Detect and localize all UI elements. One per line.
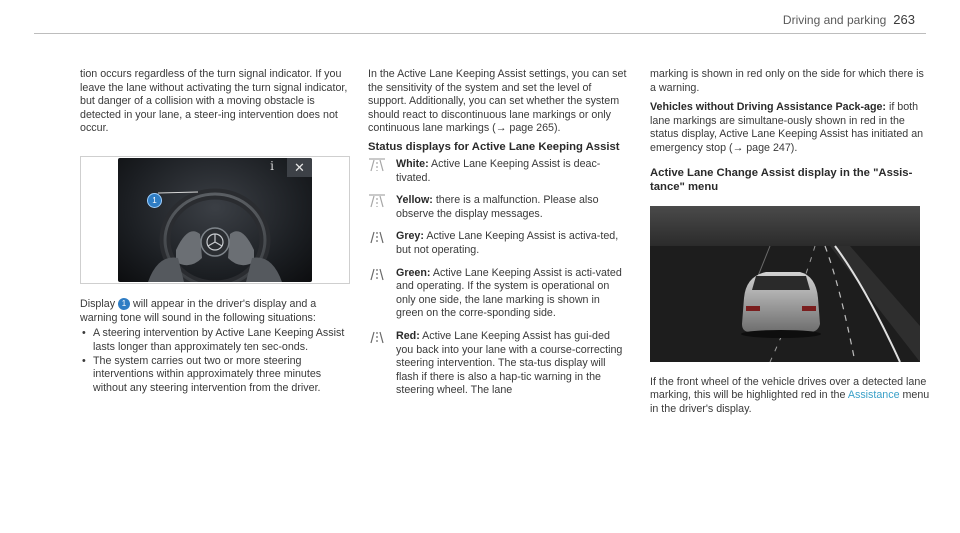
page-header — [783, 12, 915, 27]
list-item: • A steering intervention by Active Lane Keeping Assist lasts longer than approximately ten sec-onds. — [80, 327, 352, 354]
highlight-post-text: menu in the driver's display. — [650, 389, 930, 415]
column-1 — [80, 68, 352, 395]
car-road-image — [650, 206, 920, 362]
status-label: White: — [396, 157, 429, 170]
paragraph-display — [80, 298, 352, 325]
column-2 — [368, 68, 630, 398]
lane-keeping-icon — [368, 194, 396, 221]
status-list — [368, 158, 630, 398]
close-icon: ✕ — [287, 158, 312, 177]
highlight-pre-text: If the front wheel of the vehicle drives over a detected lane marking, this will be highlighted red in the — [650, 375, 927, 402]
vehicles-text: if both lane markings are simultane-ously shown in red in the status display, Active Lane Keeping Assist has initiated an emergency stop (→ page 247). — [650, 101, 924, 154]
status-text: there is a malfunction. Please also observe the display messages. — [396, 194, 599, 220]
status-item-red — [368, 330, 630, 398]
lane-keeping-icon — [368, 230, 396, 257]
paragraph-vehicles — [650, 101, 932, 155]
column-3 — [650, 68, 932, 416]
lane-keeping-icon — [368, 330, 396, 398]
paragraph-marking: marking is shown in red only on the side for which there is a warning. — [650, 68, 924, 94]
assistance-menu-link[interactable]: Assistance — [847, 389, 900, 402]
callout-1-badge: 1 — [118, 298, 130, 310]
lane-keeping-icon-svg — [368, 158, 386, 172]
lane-keeping-icon — [368, 158, 396, 185]
status-item-grey — [368, 230, 630, 257]
page-number: 263 — [893, 12, 915, 27]
callout-1-marker: 1 — [147, 193, 162, 208]
paragraph-intro: tion occurs regardless of the turn signal indicator. If you leave the lane without activating the turn signal indicator, but danger of a collision with a moving obstacle is detected in your lane, a steer-ing intervention does not occur. — [80, 68, 348, 135]
heading-status-displays: Status displays for Active Lane Keeping Assist — [368, 140, 620, 153]
status-item-green — [368, 267, 630, 321]
status-text: Active Lane Keeping Assist is activa-ted, but not operating. — [396, 230, 619, 256]
status-item-white — [368, 158, 630, 185]
steering-wheel-hands-icon — [118, 158, 312, 282]
vehicles-label: Vehicles without Driving Assistance Pack-age: — [650, 101, 886, 114]
header-divider — [34, 33, 926, 34]
status-text: Active Lane Keeping Assist is deac-tivated. — [396, 157, 601, 184]
driver-display-illustration — [118, 158, 312, 282]
status-label: Green: — [396, 266, 431, 279]
display-post-text: will appear in the driver's display and a warning tone will sound in the following situations: — [80, 298, 317, 324]
status-item-yellow — [368, 194, 630, 221]
status-label: Yellow: — [396, 194, 433, 207]
lane-keeping-icon — [368, 267, 396, 321]
list-item: • The system carries out two or more steering interventions within approximately three minutes without any steering intervention from the driver. — [80, 355, 352, 396]
paragraph-highlight — [650, 376, 932, 417]
info-icon: i — [270, 158, 274, 173]
car-on-road-photo — [650, 206, 920, 362]
heading-lane-change-assist: Active Lane Change Assist display in the "Assis-tance" menu — [650, 166, 913, 193]
status-text: Active Lane Keeping Assist has gui-ded you back into your lane with a course-correcting steering intervention. The sta-tus display will flash if there is also a hap-tic warning in the steering wheel. The lane — [396, 329, 623, 397]
display-pre-text: Display — [80, 298, 116, 311]
figure-driver-display — [80, 156, 350, 284]
status-text: Active Lane Keeping Assist is acti-vated and operating. If the system is operational on only one side, the lane marking is shown in green on the corre-sponding side. — [396, 266, 622, 320]
situation-list — [80, 327, 352, 395]
status-label: Red: — [396, 329, 420, 342]
status-label: Grey: — [396, 230, 424, 243]
paragraph-settings: In the Active Lane Keeping Assist settings, you can set the sensitivity of the system and set the level of support. Additionally, you can set whether the system should react to discontinuous lane markings or only continuous lane markings (→ page 265). — [368, 68, 627, 135]
section-title: Driving and parking — [782, 13, 887, 27]
